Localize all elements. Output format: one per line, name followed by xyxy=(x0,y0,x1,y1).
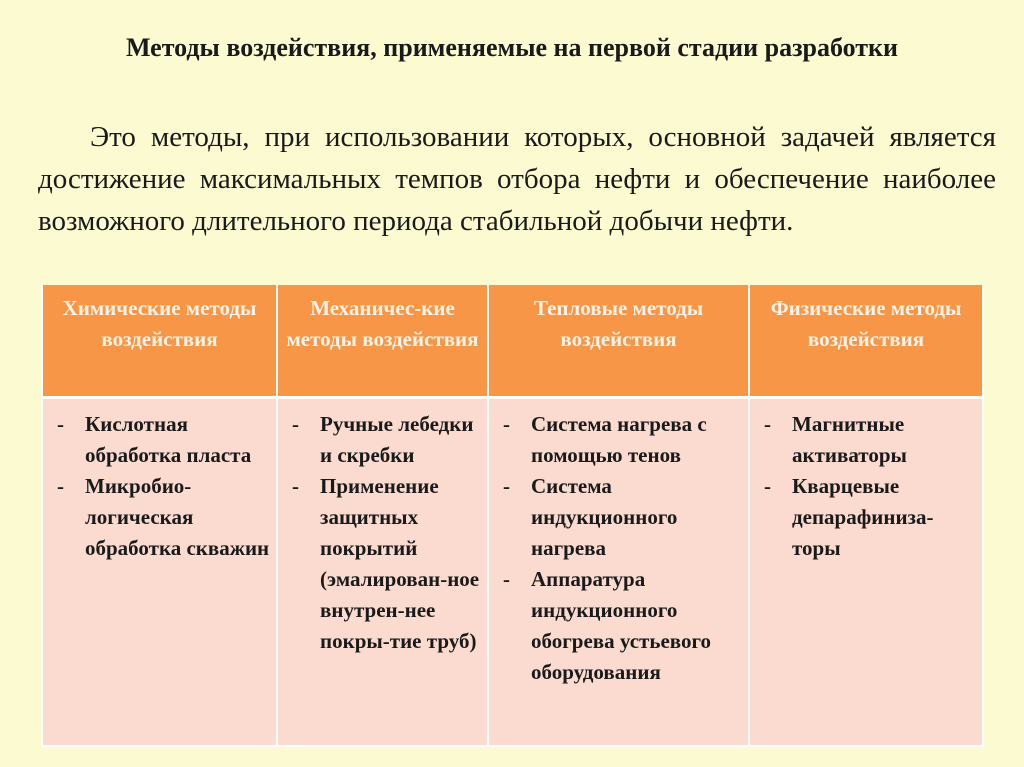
header-chemical: Химические методы воздействия xyxy=(42,285,277,397)
list-item: - Применение защитных покрытий (эмалирован-ное внутрен-нее покры-тие труб) xyxy=(292,473,480,653)
cell-chemical xyxy=(42,397,277,746)
cell-physical xyxy=(749,397,983,746)
slide-title: Методы воздействия, применяемые на первой стадии разработки xyxy=(125,33,899,62)
header-mechanical: Механичес-кие методы воздействия xyxy=(277,285,488,397)
table-body-row xyxy=(42,397,983,746)
list-item: - Система индукционного нагрева xyxy=(503,473,678,560)
list-item: - Кварцевые депарафиниза-торы xyxy=(764,473,934,560)
list-item: - Магнитные активаторы xyxy=(764,411,907,467)
list-item: - Ручные лебедки и скребки xyxy=(292,411,474,467)
list-item: - Кислотная обработка пласта xyxy=(57,411,252,467)
list-item: - Аппаратура индукционного обогрева устьевого оборудования xyxy=(503,566,711,684)
list-physical xyxy=(758,409,978,564)
list-mechanical xyxy=(286,409,483,657)
methods-table xyxy=(41,285,984,747)
intro-paragraph: Это методы, при использовании которых, основной задачей является достижение максимальных темпов отбора нефти и обеспечение наиболее возможного длительного периода стабильной добычи нефти. xyxy=(38,121,996,237)
table-header-row xyxy=(42,285,983,397)
list-item: - Система нагрева с помощью тенов xyxy=(503,411,707,467)
header-thermal: Тепловые методы воздействия xyxy=(488,285,749,397)
list-item: - Микробио-логическая обработка скважин xyxy=(57,473,270,560)
header-physical: Физические методы воздействия xyxy=(749,285,983,397)
cell-thermal xyxy=(488,397,749,746)
cell-mechanical xyxy=(277,397,488,746)
list-chemical xyxy=(51,409,272,564)
list-thermal xyxy=(497,409,744,688)
